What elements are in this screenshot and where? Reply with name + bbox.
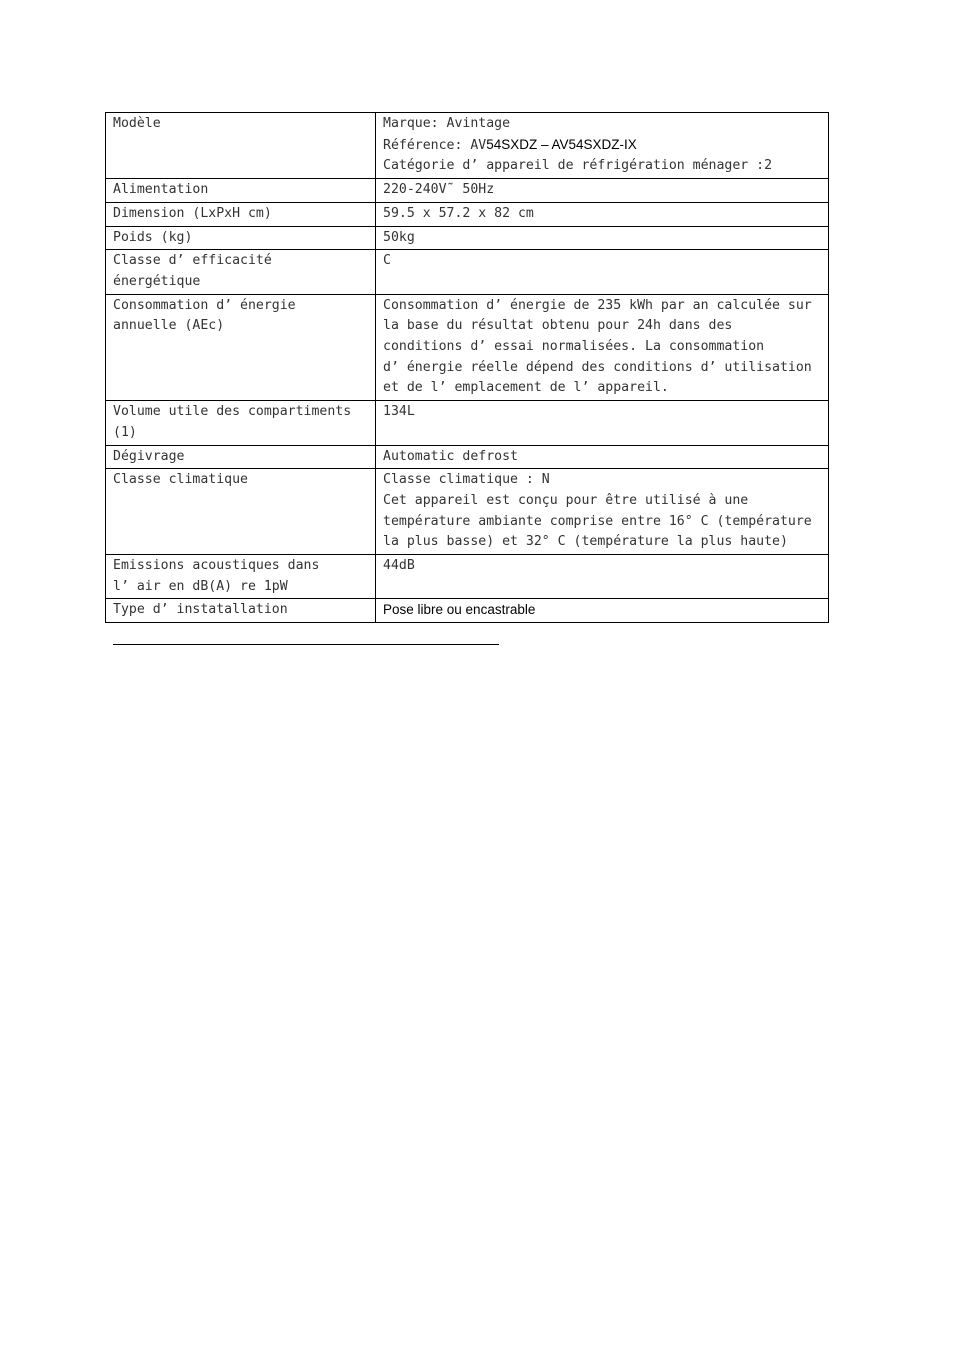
footnote-separator <box>113 644 499 645</box>
spec-label <box>106 179 376 203</box>
spec-label <box>106 469 376 555</box>
table-row <box>106 555 829 599</box>
table-row <box>106 202 829 226</box>
table-row <box>106 294 829 401</box>
label-line: l’ air en dB(A) re 1pW <box>113 578 288 594</box>
spec-label <box>106 202 376 226</box>
value-line: Marque: Avintage <box>383 116 511 131</box>
reference-model: 54SXDZ – AV54SXDZ-IX <box>486 136 637 152</box>
label-line: Classe climatique <box>113 472 248 488</box>
spec-label <box>106 226 376 250</box>
value-line: et de l’ emplacement de l’ appareil. <box>383 380 669 396</box>
spec-label <box>106 294 376 401</box>
table-row <box>106 113 829 179</box>
table-row <box>106 250 829 294</box>
label-line: annuelle (AEc) <box>113 318 225 334</box>
spec-label <box>106 445 376 469</box>
value-line: température ambiante comprise entre 16° C (température <box>383 513 812 529</box>
spec-value <box>376 599 829 623</box>
table-row <box>106 445 829 469</box>
spec-value <box>376 555 829 599</box>
label-line: Modèle <box>113 116 161 131</box>
label-line: Poids (kg) <box>113 229 193 245</box>
label-line: (1) <box>113 424 137 440</box>
label-line: Volume utile des compartiments <box>113 404 352 420</box>
value-line: d’ énergie réelle dépend des conditions d’ utilisation <box>383 359 812 375</box>
spec-value <box>376 202 829 226</box>
value-line: Cet appareil est conçu pour être utilisé à une <box>383 492 749 508</box>
value-line: C <box>383 253 391 269</box>
value-line: la plus basse) et 32° C (température la plus haute) <box>383 534 788 550</box>
spec-label <box>106 250 376 294</box>
value-line: 134L <box>383 404 415 420</box>
reference-line <box>383 135 828 157</box>
value-line: 220-240V˜ 50Hz <box>383 182 495 198</box>
spec-value <box>376 401 829 445</box>
specification-table <box>105 112 829 623</box>
label-line: Alimentation <box>113 182 209 198</box>
reference-prefix: Référence: AV <box>383 137 487 153</box>
table-row <box>106 599 829 623</box>
value-line: Consommation d’ énergie de 235 kWh par an calculée sur <box>383 297 812 313</box>
value-line: 50kg <box>383 229 415 245</box>
spec-label <box>106 555 376 599</box>
table-row <box>106 226 829 250</box>
value-line: Classe climatique : N <box>383 472 550 488</box>
value-line: Automatic defrost <box>383 448 518 464</box>
spec-value <box>376 469 829 555</box>
label-line: Consommation d’ énergie <box>113 297 296 313</box>
value-line: Catégorie d’ appareil de réfrigération ménager :2 <box>383 158 773 174</box>
value-line: 44dB <box>383 558 415 574</box>
value-line: la base du résultat obtenu pour 24h dans des <box>383 318 733 334</box>
table-row <box>106 179 829 203</box>
value-line: conditions d’ essai normalisées. La consommation <box>383 339 765 355</box>
spec-label <box>106 599 376 623</box>
label-line: Dégivrage <box>113 448 185 464</box>
spec-value <box>376 294 829 401</box>
label-line: énergétique <box>113 273 201 289</box>
label-line: Classe d’ efficacité <box>113 253 272 269</box>
spec-value <box>376 250 829 294</box>
label-line: Type d’ instatallation <box>113 602 288 618</box>
label-line: Dimension (LxPxH cm) <box>113 205 272 221</box>
value-line: Pose libre ou encastrable <box>383 602 536 618</box>
spec-value <box>376 179 829 203</box>
table-row <box>106 401 829 445</box>
spec-value <box>376 113 829 179</box>
spec-value <box>376 445 829 469</box>
label-line: Emissions acoustiques dans <box>113 558 320 574</box>
spec-value <box>376 226 829 250</box>
spec-label <box>106 113 376 179</box>
table-row <box>106 469 829 555</box>
spec-label <box>106 401 376 445</box>
value-line: 59.5 x 57.2 x 82 cm <box>383 205 534 221</box>
